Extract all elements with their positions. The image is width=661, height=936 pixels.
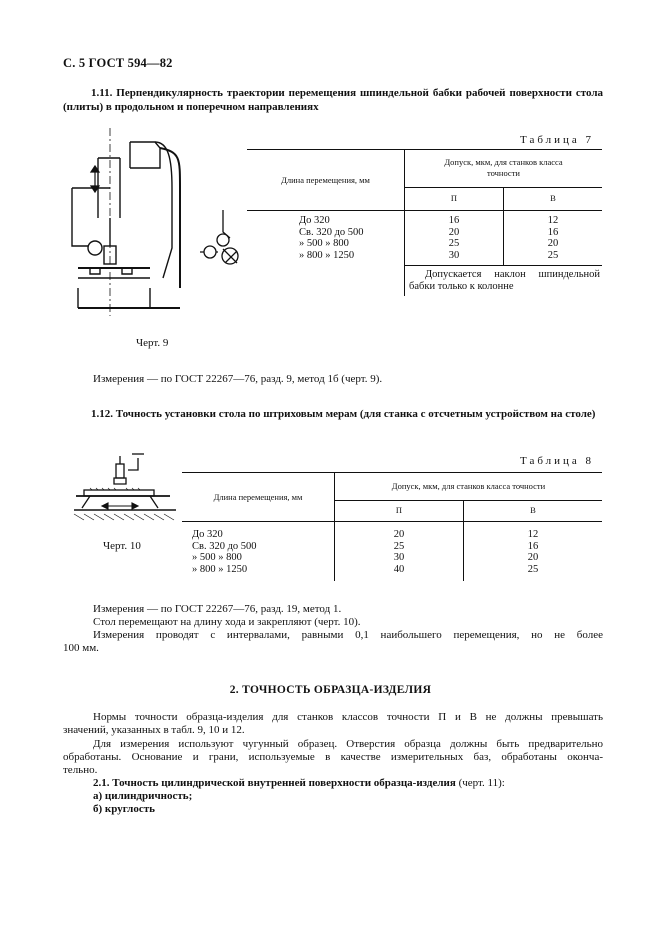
section-2-paragraph-1-end: значений, указанных в табл. 9, 10 и 12. [63, 724, 245, 736]
table-cell-value: 30 [393, 552, 405, 563]
table-8-v-values [464, 522, 603, 582]
figure-10-drawing [70, 452, 180, 534]
figure-10-caption: Черт. 10 [103, 540, 141, 552]
table-8-header-class-p: П [335, 500, 464, 521]
table-row-length: До 320 [192, 529, 223, 540]
table-cell-value: 20 [527, 552, 539, 563]
table-cell-value: 12 [547, 215, 559, 226]
list-item-a: а) цилиндричность; [93, 790, 193, 802]
section-2-paragraph-2-end: тельно. [63, 764, 98, 776]
table-cell-value: 12 [527, 529, 539, 540]
table-7-header-class-v: В [504, 187, 603, 210]
figure-9-drawing [60, 128, 245, 318]
table-7-header-length: Длина перемещения, мм [247, 150, 405, 211]
table-7-lengths [247, 211, 405, 266]
table-8 [182, 472, 602, 581]
section-2-1-title-bold: 2.1. Точность цилиндрической внутренней поверхности образца-изделия [93, 777, 456, 789]
section-1-12-measurement-2: Стол перемещают на длину хода и закрепляют (черт. 10). [93, 616, 361, 628]
list-item-b: б) круглость [93, 803, 155, 815]
table-7-header-tolerance: Допуск, мкм, для станков класса точности [405, 150, 603, 188]
table-7-p-values [405, 211, 504, 266]
table-8-p-values [335, 522, 464, 582]
table-8-header-length: Длина перемещения, мм [182, 473, 335, 522]
section-1-11-title: 1.11. Перпендикулярность траектории перемещения шпиндельной бабки рабочей поверхности стола (плиты) в продольном и поперечном направлениях [63, 87, 603, 113]
table-row-length: » 500 » 800 [299, 238, 349, 249]
table-7-note: Допускается наклон шпиндельной бабки только к колонне [405, 266, 603, 297]
section-2-paragraph-2: Для измерения используют чугунный образец. Отверстия образца должны быть предварительно [93, 738, 603, 750]
table-cell-value: 25 [547, 249, 559, 261]
table-8-lengths [182, 522, 335, 582]
table-8-header-tolerance: Допуск, мкм, для станков класса точности [335, 473, 603, 501]
table-row-length: Св. 320 до 500 [299, 226, 364, 238]
table-cell-value: 30 [448, 249, 460, 261]
section-1-12-measurement-1: Измерения — по ГОСТ 22267—76, разд. 19, метод 1. [93, 603, 342, 615]
table-7-v-values [504, 211, 603, 266]
section-2-heading: 2. ТОЧНОСТЬ ОБРАЗЦА-ИЗДЕЛИЯ [229, 684, 432, 696]
table-row-length: » 500 » 800 [192, 552, 242, 563]
section-2-1-title-ref: (черт. 11): [455, 777, 505, 789]
table-cell-value: 16 [527, 540, 539, 552]
table-cell-value: 20 [448, 226, 460, 238]
table-cell-value: 20 [547, 238, 559, 249]
table-cell-value: 16 [448, 215, 460, 226]
table-8-caption: Таблица 8 [520, 455, 595, 467]
section-2-1-title [93, 777, 505, 791]
section-2-paragraph-1: Нормы точности образца-изделия для станков классов точности П и В не должны превышать [93, 711, 603, 723]
table-cell-value: 16 [547, 226, 559, 238]
section-1-12-measurement-3: Измерения проводят с интервалами, равными 0,1 наибольшего перемещения, но не более [93, 629, 603, 641]
table-cell-value: 40 [393, 563, 405, 575]
table-cell-value: 25 [448, 238, 460, 249]
table-cell-value: 25 [393, 540, 405, 552]
table-row-length: Св. 320 до 500 [192, 540, 257, 552]
section-1-11-measurement: Измерения — по ГОСТ 22267—76, разд. 9, метод 1б (черт. 9). [93, 373, 383, 385]
table-cell-value: 25 [527, 563, 539, 575]
table-row-length: До 320 [299, 215, 330, 226]
section-1-12-measurement-3-end: 100 мм. [63, 642, 99, 654]
section-1-12-title: 1.12. Точность установки стола по штриховым мерам (для станка с отсчетным устройством на столе) [91, 408, 596, 420]
table-7-header-class-p: П [405, 187, 504, 210]
table-7 [247, 149, 602, 296]
table-row-length: » 800 » 1250 [192, 563, 248, 575]
section-2-paragraph-2-cont: обработаны. Основание и грани, используемые в качестве измерительных баз, обработаны оконча- [63, 751, 603, 763]
table-cell-value: 20 [393, 529, 405, 540]
figure-9-caption: Черт. 9 [136, 337, 169, 349]
table-7-caption: Таблица 7 [520, 134, 595, 146]
table-8-header-class-v: В [464, 500, 603, 521]
table-row-length: » 800 » 1250 [299, 249, 355, 261]
page-header: С. 5 ГОСТ 594—82 [63, 56, 173, 70]
